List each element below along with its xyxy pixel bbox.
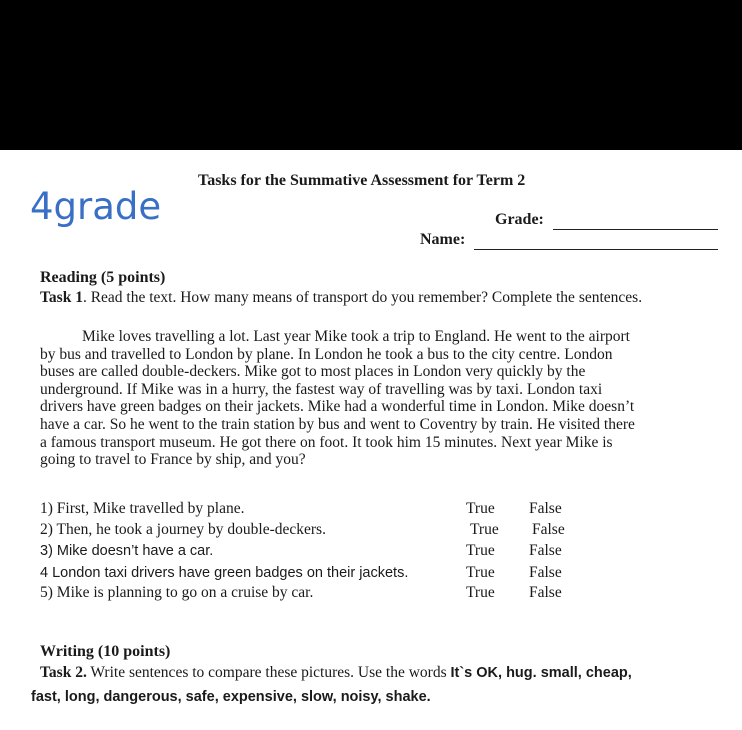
statement-5-false[interactable]: False	[529, 584, 562, 601]
task2-words-1: It`s OK, hug. small, cheap,	[450, 665, 632, 681]
statement-4-true[interactable]: True	[466, 564, 495, 581]
name-label: Name:	[420, 231, 466, 248]
passage-line: Mike loves travelling a lot. Last year Mike took a trip to England. He went to the airport	[82, 328, 630, 345]
statement-1: 1) First, Mike travelled by plane.	[40, 500, 245, 517]
passage-line: by bus and travelled to London by plane. In London he took a bus to the city centre. London	[40, 345, 613, 363]
writing-heading: Writing (10 points)	[40, 643, 171, 660]
task2-label: Task 2.	[40, 664, 87, 681]
page-title: Tasks for the Summative Assessment for Term 2	[198, 172, 526, 189]
grade-level-tag: 4grade	[30, 185, 162, 228]
statement-4: 4 London taxi drivers have green badges on their jackets.	[40, 565, 409, 581]
task2-instruction	[40, 664, 632, 682]
name-blank-line	[474, 249, 718, 250]
statement-2-false[interactable]: False	[532, 521, 565, 538]
grade-blank-line	[553, 229, 718, 230]
statement-3-false[interactable]: False	[529, 542, 562, 559]
statement-3: 3) Mike doesn’t have a car.	[40, 543, 214, 559]
passage-line: underground. If Mike was in a hurry, the fastest way of travelling was by taxi. London taxi	[40, 380, 603, 398]
task1-text: . Read the text. How many means of transport do you remember? Complete the sentences.	[82, 289, 643, 306]
task2-words-2: fast, long, dangerous, safe, expensive, slow, noisy, shake.	[31, 689, 431, 705]
passage-line: drivers have green badges on their jackets. Mike had a wonderful time in London. Mike doesn’t	[40, 398, 635, 416]
task1-label: Task 1	[40, 289, 83, 306]
task1-instruction	[40, 289, 642, 307]
task2-text: Write sentences to compare these pictures. Use the words	[86, 664, 451, 681]
statement-2: 2) Then, he took a journey by double-deckers.	[40, 521, 326, 538]
statement-5-true[interactable]: True	[466, 584, 495, 601]
statement-5: 5) Mike is planning to go on a cruise by car.	[40, 584, 314, 601]
statement-2-true[interactable]: True	[470, 521, 499, 538]
passage-line: going to travel to France by ship, and you?	[40, 451, 306, 469]
reading-passage	[40, 328, 720, 469]
passage-line: a famous transport museum. He got there on foot. It took him 15 minutes. Next year Mike is	[40, 433, 613, 451]
statement-1-true[interactable]: True	[466, 500, 495, 517]
statement-1-false[interactable]: False	[529, 500, 562, 517]
passage-line: buses are called double-deckers. Mike got to most places in London very quickly by the	[40, 363, 586, 381]
reading-heading: Reading (5 points)	[40, 269, 166, 286]
passage-line: have a car. So he went to the train station by bus and went to Coventry by train. He visited there	[40, 415, 635, 433]
statement-3-true[interactable]: True	[466, 542, 495, 559]
statement-4-false[interactable]: False	[529, 564, 562, 581]
grade-label: Grade:	[495, 211, 544, 228]
